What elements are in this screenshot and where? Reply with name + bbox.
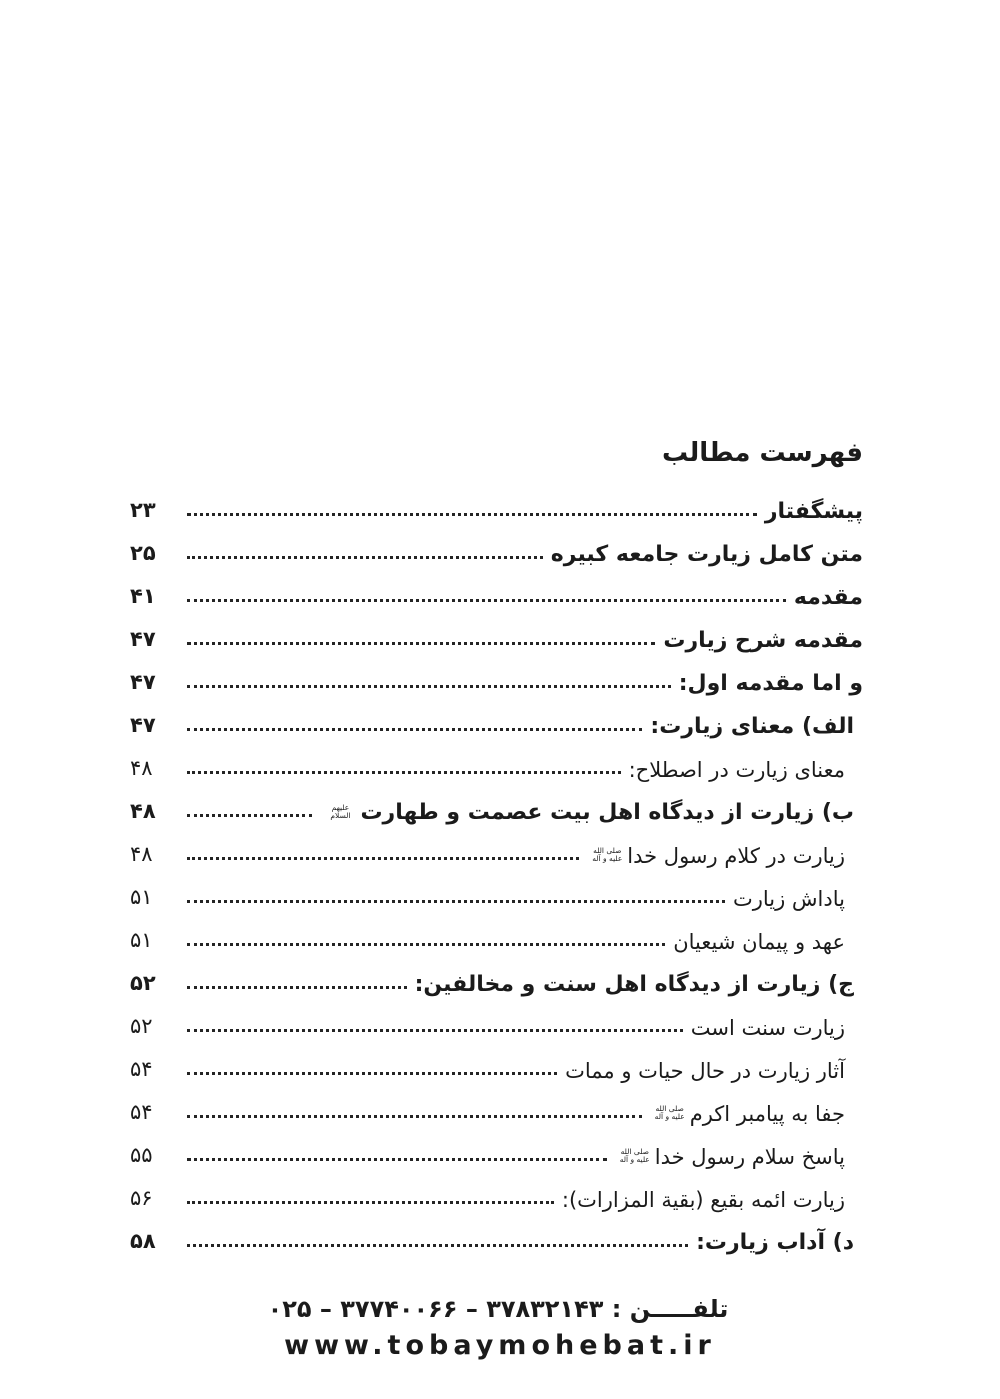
toc-entry — [130, 740, 863, 783]
toc-entry-page: ۵۱ — [130, 927, 153, 952]
dotted-leader — [187, 1244, 688, 1247]
toc-entry-label: پاسخ سلام رسول خدا — [654, 1144, 845, 1169]
toc-entry-page: ۲۳ — [130, 497, 156, 522]
toc-entry — [130, 568, 863, 611]
dotted-leader — [187, 1201, 554, 1204]
toc-entry-page: ۴۷ — [130, 669, 156, 694]
dotted-leader — [187, 1029, 683, 1032]
dotted-leader — [187, 943, 665, 946]
toc-entry-label: عهد و پیمان شیعیان — [673, 929, 845, 954]
honorific-mark: صلی الله علیه و آله — [592, 845, 623, 864]
toc-entry-page: ۴۷ — [130, 712, 156, 737]
dotted-leader — [187, 900, 725, 903]
toc-entry — [130, 1041, 863, 1084]
toc-entry-page: ۵۴ — [130, 1099, 153, 1124]
toc-entry-label: الف) معنای زیارت: — [650, 713, 854, 739]
toc-entry-page: ۴۷ — [130, 626, 156, 651]
dotted-leader — [187, 857, 579, 860]
toc-entry-page: ۴۸ — [130, 841, 153, 866]
honorific-mark: صلی الله علیه و آله — [619, 1146, 650, 1165]
toc-entry-label: متن کامل زیارت جامعه کبیره — [550, 541, 863, 567]
toc-entry — [130, 783, 863, 826]
dotted-leader — [187, 642, 655, 645]
phone-label: تلفـــــن : — [611, 1295, 729, 1323]
toc-entry — [130, 611, 863, 654]
toc-entry-label: د) آداب زیارت: — [696, 1229, 854, 1255]
toc-entry-label: پاداش زیارت — [732, 886, 845, 911]
toc-entry-label: زیارت سنت است — [690, 1015, 845, 1040]
toc-entry — [130, 1084, 863, 1127]
dotted-leader — [187, 685, 671, 688]
toc-entry-page: ۴۸ — [130, 755, 153, 780]
toc-entry-page: ۴۱ — [130, 583, 156, 608]
dotted-leader — [187, 1115, 642, 1118]
toc-entry-label: زیارت در کلام رسول خدا — [627, 843, 845, 868]
toc-entry-label: ج) زیارت از دیدگاه اهل سنت و مخالفین: — [414, 971, 854, 997]
toc-entry — [130, 1127, 863, 1170]
toc-entry — [130, 998, 863, 1041]
toc-entry-label: زیارت ائمه بقیع (بقیة المزارات): — [561, 1187, 845, 1212]
toc-entry — [130, 955, 863, 998]
toc-entry — [130, 912, 863, 955]
toc-entry — [130, 1170, 863, 1213]
toc-entry-page: ۲۵ — [130, 540, 156, 565]
toc-entry — [130, 654, 863, 697]
dotted-leader — [187, 1072, 557, 1075]
toc-entry-page: ۵۶ — [130, 1185, 153, 1210]
page-title: فهرست مطالب — [662, 438, 863, 468]
toc-entry-page: ۴۸ — [130, 798, 156, 823]
dotted-leader — [187, 728, 642, 731]
dotted-leader — [187, 599, 786, 602]
toc-entry — [130, 869, 863, 912]
toc-entry — [130, 1213, 863, 1256]
toc-entry-label: ب) زیارت از دیدگاه اهل بیت عصمت و طهارت — [360, 799, 854, 825]
dotted-leader — [187, 771, 621, 774]
toc-entry — [130, 826, 863, 869]
publisher-footer — [0, 1295, 1000, 1361]
toc-entry — [130, 697, 863, 740]
toc-entry-page: ۵۴ — [130, 1056, 153, 1081]
honorific-mark: صلی الله علیه و آله — [654, 1103, 685, 1122]
toc-entry-label: مقدمه — [793, 584, 863, 610]
website-url: www.tobaymohebat.ir — [284, 1330, 716, 1361]
toc-entry-page: ۵۱ — [130, 884, 153, 909]
toc-entry-label: و اما مقدمه اول: — [678, 670, 863, 696]
toc-list — [130, 482, 863, 1256]
phone-line — [0, 1295, 1000, 1323]
toc-entry-label: آثار زیارت در حال حیات و ممات — [565, 1058, 845, 1083]
phone-numbers: ۳۷۸۳۲۱۴۳ – ۳۷۷۴۰۰۶۶ – ۰۲۵ — [267, 1295, 604, 1323]
toc-entry-page: ۵۸ — [130, 1228, 156, 1253]
toc-entry-label: جفا به پیامبر اکرم — [689, 1101, 845, 1126]
honorific-mark: علیهم السلام — [330, 802, 351, 821]
toc-entry-label: مقدمه شرح زیارت — [663, 627, 863, 653]
toc-entry — [130, 482, 863, 525]
toc-entry-page: ۵۲ — [130, 970, 156, 995]
toc-entry-page: ۵۵ — [130, 1142, 153, 1167]
toc-entry-label: معنای زیارت در اصطلاح: — [628, 757, 845, 782]
dotted-leader — [187, 513, 757, 516]
toc-entry-label: پیشگفتار — [764, 498, 863, 524]
dotted-leader — [187, 556, 543, 559]
dotted-leader — [187, 1158, 607, 1161]
toc-entry — [130, 525, 863, 568]
dotted-leader — [187, 986, 407, 989]
dotted-leader — [187, 814, 312, 817]
toc-entry-page: ۵۲ — [130, 1013, 153, 1038]
